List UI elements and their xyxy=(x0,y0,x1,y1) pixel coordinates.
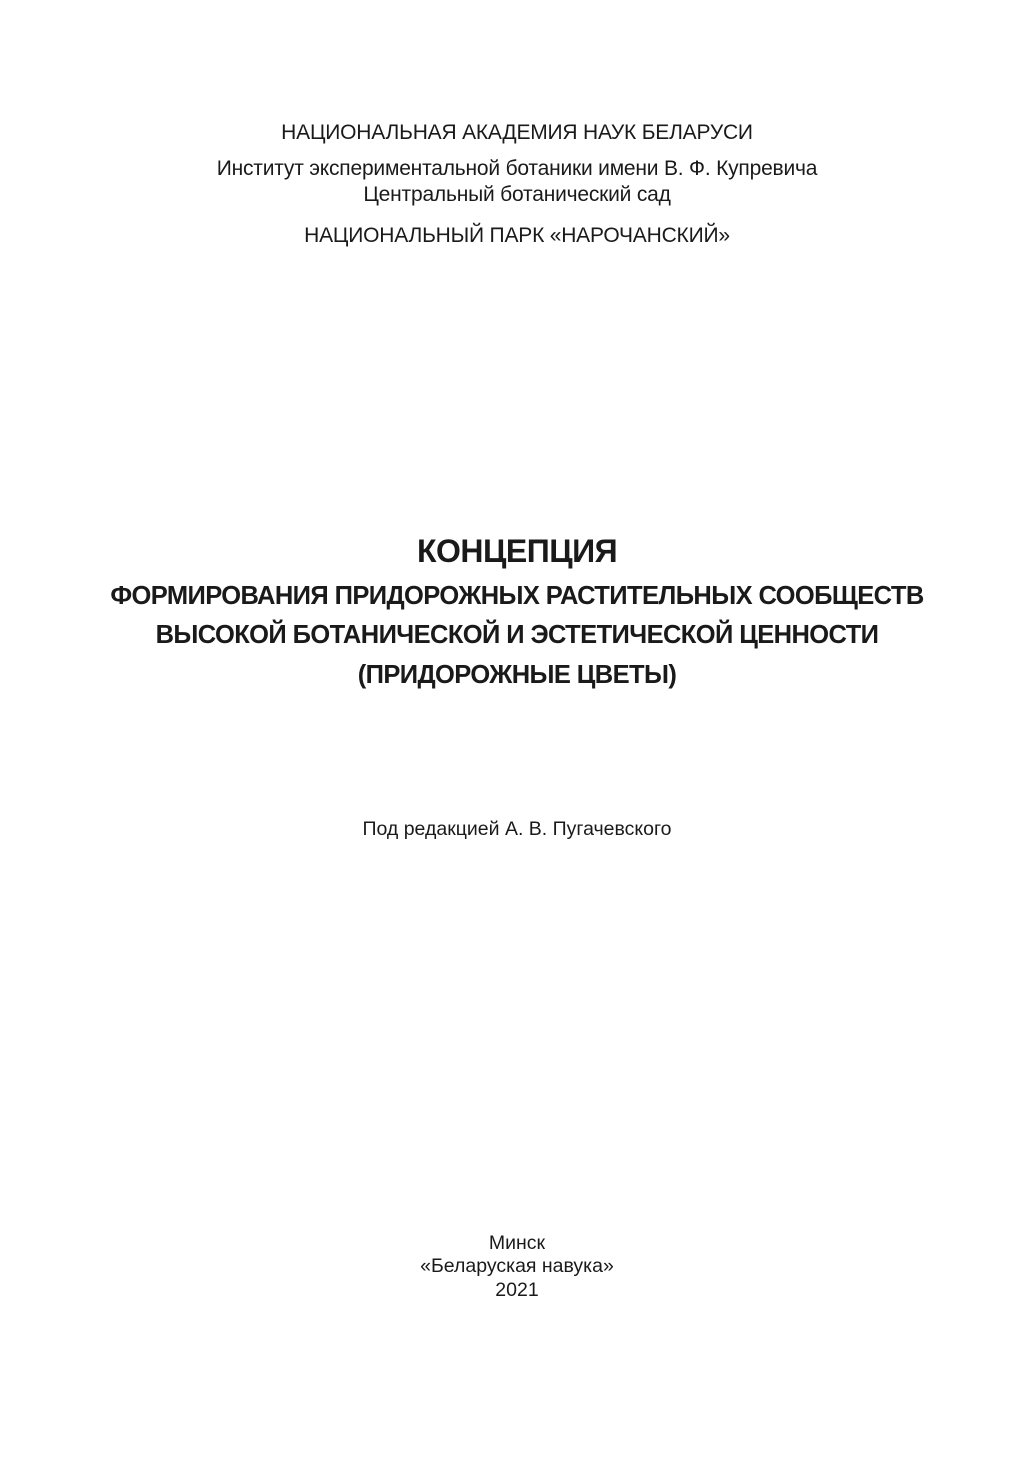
imprint-publisher: «Беларуская навука» xyxy=(420,1255,614,1277)
subtitle-line-3: (ПРИДОРОЖНЫЕ ЦВЕТЫ) xyxy=(357,661,677,689)
document-title: КОНЦЕПЦИЯ xyxy=(416,533,618,569)
academy-name: НАЦИОНАЛЬНАЯ АКАДЕМИЯ НАУК БЕЛАРУСИ xyxy=(281,121,753,144)
subtitle-line-1: ФОРМИРОВАНИЯ ПРИДОРОЖНЫХ РАСТИТЕЛЬНЫХ СООБЩЕСТВ xyxy=(110,582,924,610)
institute-name: Институт экспериментальной ботаники имени В. Ф. Купревича xyxy=(216,157,818,180)
imprint-year: 2021 xyxy=(495,1279,539,1301)
subtitle-line-2: ВЫСОКОЙ БОТАНИЧЕСКОЙ И ЭСТЕТИЧЕСКОЙ ЦЕННОСТИ xyxy=(155,621,879,649)
editor-credit: Под редакцией А. В. Пугачевского xyxy=(362,818,672,840)
garden-name: Центральный ботанический сад xyxy=(363,183,671,206)
park-name: НАЦИОНАЛЬНЫЙ ПАРК «НАРОЧАНСКИЙ» xyxy=(304,224,730,247)
imprint-city: Минск xyxy=(488,1232,546,1254)
